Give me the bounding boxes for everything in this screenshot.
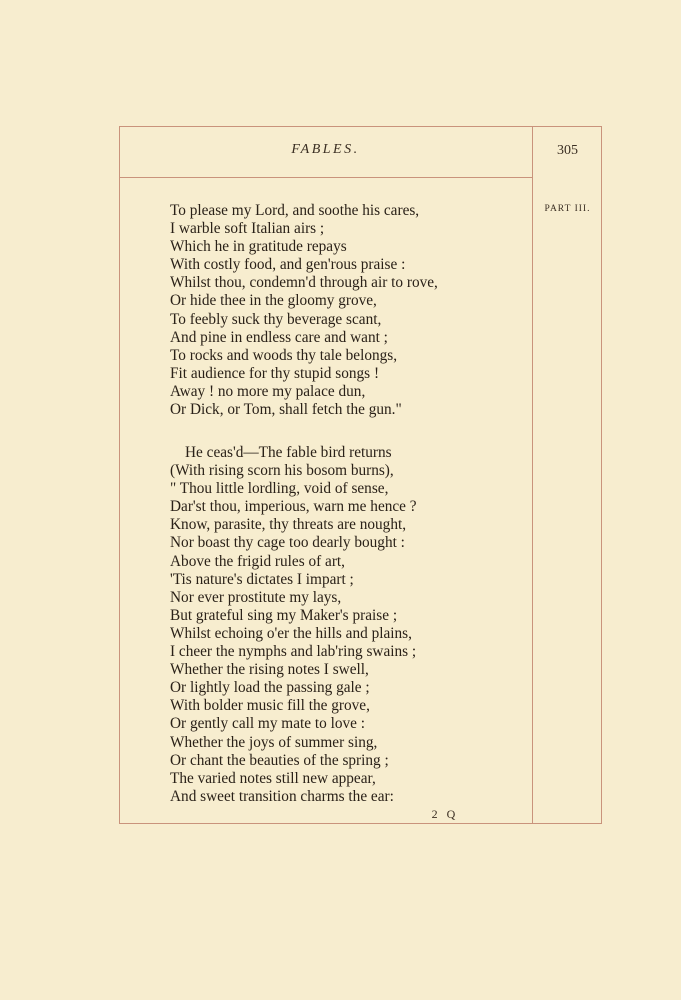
verse-line: Or hide thee in the gloomy grove, — [170, 292, 377, 310]
signature-mark: 2 Q — [431, 807, 459, 821]
verse-line: " Thou little lordling, void of sense, — [170, 480, 389, 498]
verse-line: But grateful sing my Maker's praise ; — [170, 606, 398, 624]
verse-line: Or chant the beauties of the spring ; — [170, 751, 389, 769]
verse-line: Nor boast thy cage too dearly bought : — [170, 534, 405, 552]
verse-line: (With rising scorn his bosom burns), — [170, 462, 394, 480]
verse-line: Whilst echoing o'er the hills and plains, — [170, 624, 412, 642]
verse-line: I cheer the nymphs and lab'ring swains ; — [170, 643, 417, 661]
verse-line: Which he in gratitude repays — [170, 238, 347, 256]
verse-line: Dar'st thou, imperious, warn me hence ? — [170, 498, 417, 516]
verse-line: Or gently call my mate to love : — [170, 715, 365, 733]
verse-line: To rocks and woods thy tale belongs, — [170, 346, 398, 364]
stanza-2 — [170, 444, 417, 806]
header-rule — [119, 177, 532, 178]
verse-line: The varied notes still new appear, — [170, 769, 376, 787]
verse-line: I warble soft Italian airs ; — [170, 220, 325, 238]
verse-line: 'Tis nature's dictates I impart ; — [170, 570, 354, 588]
verse-line: With bolder music fill the grove, — [170, 697, 370, 715]
verse-line: Whether the joys of summer sing, — [170, 733, 378, 751]
verse-line: Or Dick, or Tom, shall fetch the gun." — [170, 401, 402, 419]
verse-line: Fit audience for thy stupid songs ! — [170, 364, 380, 382]
verse-line: To feebly suck thy beverage scant, — [170, 310, 382, 328]
stanza-1 — [170, 202, 438, 419]
running-title: FABLES. — [291, 142, 360, 157]
verse-line: Know, parasite, thy threats are nought, — [170, 516, 407, 534]
verse-line: And sweet transition charms the ear: — [170, 787, 394, 805]
verse-line: Above the frigid rules of art, — [170, 552, 346, 570]
verse-line: Or lightly load the passing gale ; — [170, 679, 370, 697]
margin-rule — [532, 126, 533, 824]
verse-line: And pine in endless care and want ; — [170, 328, 388, 346]
verse-line: With costly food, and gen'rous praise : — [170, 256, 406, 274]
verse-line: Whilst thou, condemn'd through air to rove, — [170, 274, 438, 292]
page-number: 305 — [557, 143, 578, 158]
verse-line: Nor ever prostitute my lays, — [170, 588, 342, 606]
verse-line: Away ! no more my palace dun, — [170, 382, 366, 400]
verse-line: To please my Lord, and soothe his cares, — [170, 202, 420, 219]
verse-line: He ceas'd—The fable bird returns — [185, 444, 392, 461]
part-label: PART III. — [544, 204, 591, 214]
verse-line: Whether the rising notes I swell, — [170, 661, 369, 679]
